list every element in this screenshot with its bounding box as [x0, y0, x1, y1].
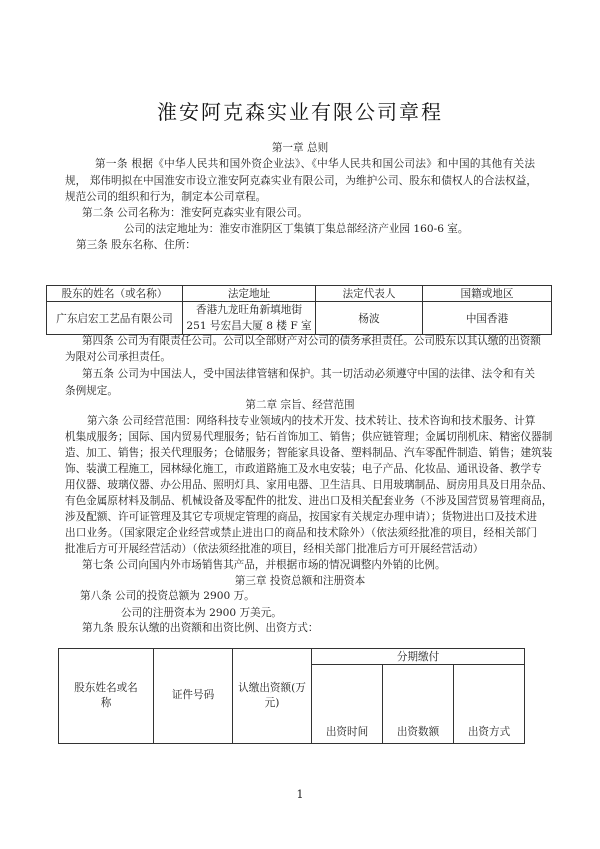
- table-row: [47, 302, 552, 335]
- article-6-line: 机集成服务；国际、国内贸易代理服务；钻石首饰加工、销售；供应链管理；金属切削机床、精密仪器制: [65, 431, 553, 443]
- article-5-line: 第五条 公司为中国法人，受中国法律管辖和保护。其一切活动必须遵守中国的法律、法令和有关: [82, 368, 535, 380]
- subheader-cell: 出资方式: [454, 665, 525, 744]
- article-4-line: 为限对公司承担责任。: [65, 351, 171, 363]
- shareholder-address: [183, 302, 316, 335]
- header-cell: 证件号码: [154, 649, 233, 744]
- header-cell: 股东姓名或名称: [59, 649, 154, 744]
- subheader-cell: 出资数额: [383, 665, 454, 744]
- article-6-line: 有色金属原材料及制品、机械设备及零配件的批发、进出口及相关配套业务（不涉及国营贸易管理商品，: [65, 495, 553, 507]
- document-title: 淮安阿克森实业有限公司章程: [157, 100, 443, 124]
- legal-representative: 杨波: [316, 302, 423, 335]
- subheader-cell: 出资时间: [312, 665, 383, 744]
- header-cell: 法定地址: [183, 286, 316, 302]
- shareholder-name: 广东启宏工艺品有限公司: [47, 302, 183, 335]
- chapter-heading: 第一章 总则: [271, 142, 329, 154]
- article-6-line: 批准后方可开展经营活动）（依法须经批准的项目，经相关部门批准后方可开展经营活动）: [65, 543, 484, 555]
- header-cell: 股东的姓名（或名称）: [47, 286, 183, 302]
- article-7: 第七条 公司向国内外市场销售其产品，并根据市场的情况调整内外销的比例。: [82, 559, 446, 571]
- registered-capital: 公司的注册资本为 2900 万美元。: [121, 607, 282, 619]
- article-6-line: 出口业务。（国家限定企业经营或禁止进出口的商品和技术除外）（依法须经批准的项目，经相关部门: [65, 527, 537, 539]
- capital-contribution-table: [58, 648, 525, 744]
- article-1-line: 规， 郑伟明拟在中国淮安市设立淮安阿克森实业有限公司，为维护公司、股东和债权人的合法权益，: [65, 175, 537, 187]
- legal-address: 公司的法定地址为：淮安市淮阴区丁集镇丁集总部经济产业园 160-6 室。: [124, 223, 469, 235]
- table-header-row: [59, 649, 525, 665]
- chapter-heading: 第三章 投资总额和注册资本: [234, 575, 366, 587]
- article-1-line: 第一条 根据《中华人民共和国外资企业法》、《中华人民共和国公司法》和中国的其他有关法: [95, 158, 535, 170]
- article-5-line: 条例规定。: [65, 385, 118, 397]
- page-number: 1: [296, 788, 304, 801]
- group-header-cell: 分期缴付: [312, 649, 525, 665]
- article-6-line: 饰、装潢工程施工，园林绿化施工，市政道路施工及水电安装；电子产品、化妆品、通讯设备、教学专: [65, 463, 542, 475]
- article-6-line: 造、加工、销售；报关代理服务；仓储服务；智能家具设备、塑料制品、汽车零配件制造、销售；建筑装: [65, 447, 553, 459]
- article-2: 第二条 公司名称为：淮安阿克森实业有限公司。: [82, 207, 308, 219]
- address-line: 251 号宏昌大厦 8 楼 F 室: [186, 320, 312, 332]
- article-4-line: 第四条 公司为有限责任公司。公司以全部财产对公司的债务承担责任。公司股东以其认缴的出资额: [82, 335, 541, 347]
- article-3: 第三条 股东名称、住所：: [76, 239, 196, 251]
- article-6-line: 第六条 公司经营范围：网络科技专业领域内的技术开发、技术转让、技术咨询和技术服务、计算: [87, 415, 536, 427]
- article-9: 第九条 股东认缴的出资额和出资比例、出资方式：: [82, 622, 319, 634]
- article-1-line: 规范公司的组织和行为，制定本公司章程。: [65, 191, 267, 203]
- header-cell: 认缴出资额(万元): [233, 649, 312, 744]
- header-cell: 国籍或地区: [423, 286, 552, 302]
- article-6-line: 涉及配额、许可证管理及其它专项规定管理的商品，按国家有关规定办理申请）；货物进出口及技术进: [65, 511, 537, 523]
- table-header-row: [47, 286, 552, 302]
- address-line: 香港九龙旺角新填地街: [196, 304, 302, 316]
- header-cell: 法定代表人: [316, 286, 423, 302]
- shareholder-table: [46, 285, 552, 335]
- chapter-heading: 第二章 宗旨、经营范围: [245, 399, 355, 411]
- region: 中国香港: [423, 302, 552, 335]
- article-6-line: 用仪器、玻璃仪器、办公用品、照明灯具、家用电器、卫生洁具、日用玻璃制品、厨房用具及日用杂品、: [65, 479, 553, 491]
- article-8: 第八条 公司的投资总额为 2900 万。: [80, 590, 255, 602]
